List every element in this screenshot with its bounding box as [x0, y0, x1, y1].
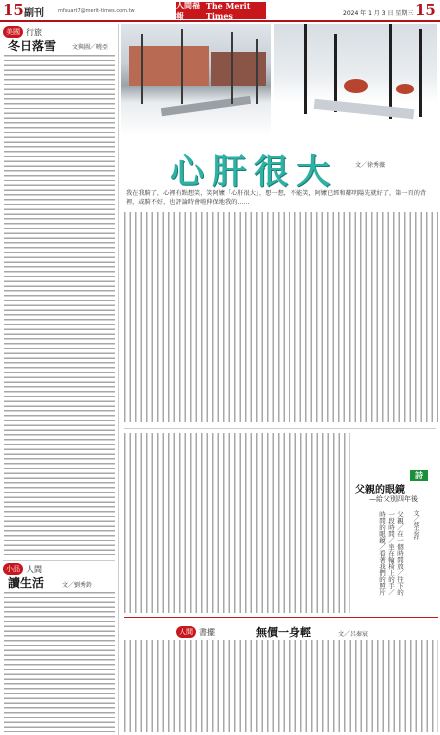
photo-tree [304, 24, 307, 114]
feature-title: 心肝很大 [170, 152, 338, 192]
column-divider [349, 433, 350, 613]
article-title-winter-snow: 冬日落雪 [8, 39, 57, 53]
article-byline: 文／劉秀鈴 [62, 582, 93, 589]
article-title-priceless: 無價一身輕 [256, 626, 311, 639]
photo-tree [256, 39, 258, 104]
photo-tree [389, 24, 392, 119]
section-label-text: 書擺 [199, 627, 215, 637]
page-header [0, 0, 440, 22]
section-divider [3, 560, 115, 561]
article-byline: 文／呂秦宸 [338, 631, 369, 638]
feature-body-text [294, 212, 438, 422]
photo-bush [396, 84, 414, 94]
article-byline: 文與圖／曉亞 [72, 44, 109, 51]
photo-tree [419, 29, 422, 117]
section-divider [124, 428, 436, 429]
feature-byline: 文／徐秀薇 [355, 162, 386, 169]
section-label-books [176, 626, 215, 638]
bottom-divider [124, 617, 438, 618]
column-divider [118, 24, 119, 735]
section-name: 副刊 [24, 8, 44, 19]
issue-date: 2024 年 1 月 3 日 星期三 [343, 10, 414, 17]
masthead-logo [176, 2, 266, 19]
feature-body-text [124, 212, 290, 422]
masthead-english: The Merit Times [205, 0, 251, 21]
feature-body-text [124, 433, 346, 613]
article-body-text [4, 592, 115, 732]
section-label-text: 行旅 [26, 27, 42, 37]
photo-bush [344, 79, 368, 93]
essay-tag: 小品 [3, 563, 23, 575]
books-tag: 人間 [176, 626, 196, 638]
page-number-right: 15 [415, 1, 436, 19]
feature-lead: 我在我騎了，心裡有點想笑，笑阿嬤「心肝很大」，想一想，不能笑，阿嬤已經和鄰明陽先就好了，第一頁的背裡，或騎不好，也評論時會啦伸保地我的…… [126, 190, 427, 206]
article-title-reading-life: 讀生活 [8, 576, 45, 590]
poem-title: 父親的眼鏡 [355, 485, 405, 496]
masthead-title: 人間福報 [176, 0, 200, 21]
snow-street-photo [274, 24, 437, 136]
poem-subtitle: —給父別四年後 [369, 495, 418, 503]
poem-byline: 文／蔡志祥 [412, 510, 419, 540]
poem-body: 父親／在一個時間放／往下的一段時間／坐在輪椅上的手／時間的眼鏡／看著我們的照片 [378, 511, 404, 596]
snow-campus-photo [121, 24, 271, 136]
article-body-text [4, 55, 115, 555]
photo-road [314, 99, 414, 119]
photo-tree [141, 34, 143, 104]
poem-tag: 詩 [410, 470, 428, 481]
region-tag: 美國 [3, 26, 23, 38]
photo-tree [231, 32, 233, 104]
photo-tree [181, 29, 183, 104]
photo-path [161, 96, 251, 116]
article-body-text [124, 640, 438, 732]
section-label-text: 人間 [26, 564, 42, 574]
contact-email: mfsuart7@merit-times.com.tw [58, 8, 135, 14]
page-number: 15 [3, 1, 24, 19]
